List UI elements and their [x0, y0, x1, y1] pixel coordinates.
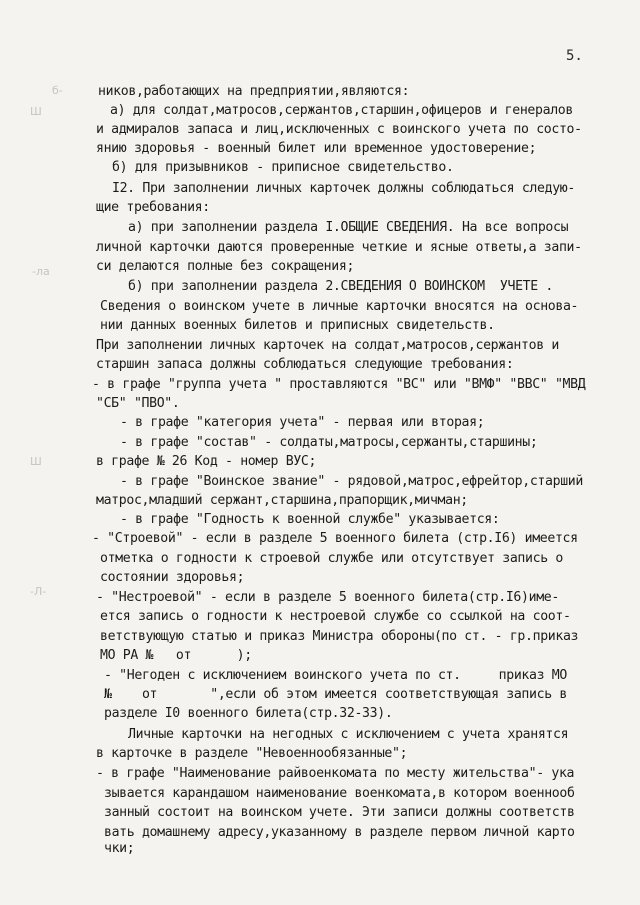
text-line: - в графе "Годность к военной службе" указывается: — [120, 512, 500, 527]
text-line: ется запись о годности к нестроевой службе со ссылкой на соот- — [100, 609, 571, 624]
text-line: зывается карандашом наименование военкомата,в котором военнооб — [104, 786, 575, 801]
text-line: "СБ" "ПВО". — [96, 396, 180, 411]
text-line: - в графе "состав" - солдаты,матросы,сержанты,старшины; — [120, 435, 538, 450]
text-line: чки; — [104, 841, 135, 856]
margin-mark: -Л- — [30, 585, 47, 598]
text-line: - в графе "группа учета " проставляются "ВС" или "ВМФ" "ВВС" "МВД — [92, 377, 586, 392]
margin-mark: Ш — [30, 105, 42, 118]
text-line: состоянии здоровья; — [100, 570, 245, 585]
text-line: нии данных военных билетов и приписных свидетельств. — [100, 318, 495, 333]
text-line: си делаются полные без сокращения; — [96, 259, 355, 274]
margin-mark: -ла — [32, 265, 50, 278]
text-line: щие требования: — [96, 200, 210, 215]
text-line: а) для солдат,матросов,сержантов,старшин,офицеров и генералов — [110, 103, 573, 118]
text-line: в графе № 26 Код - номер ВУС; — [96, 454, 317, 469]
text-line: - "Строевой" - если в разделе 5 военного билета (стр.I6) имеется — [92, 531, 578, 546]
text-line: - в графе "Наименование райвоенкомата по месту жительства"- ука — [96, 766, 575, 781]
margin-mark: б- — [52, 84, 63, 97]
text-line: ников,работающих на предприятии,являются: — [98, 84, 410, 99]
margin-mark: Ш — [30, 455, 42, 468]
page-number: 5. — [566, 48, 583, 64]
text-line: занный состоит на воинском учете. Эти записи должны соответств — [104, 805, 575, 820]
text-line: вать домашнему адресу,указанному в разделе первом личной карто — [104, 825, 575, 840]
text-line: № от ",если об этом имеется соответствующая запись в — [104, 687, 567, 702]
text-line: При заполнении личных карточек на солдат,матросов,сержантов и — [96, 338, 559, 353]
text-line: разделе I0 военного билета(стр.32-33). — [104, 706, 393, 721]
text-line: - "Негоден с исключением воинского учета по ст. приказ МО — [104, 668, 567, 683]
text-line: б) при заполнении раздела 2.СВЕДЕНИЯ О ВОИНСКОМ УЧЕТЕ . — [128, 279, 554, 294]
text-line: матрос,младший сержант,старшина,прапорщик,мичман; — [96, 493, 468, 508]
text-line: МО РА № от ); — [100, 648, 252, 663]
text-line: личной карточки даются проверенные четкие и ясные ответы,а запи- — [96, 240, 582, 255]
text-line: - в графе "категория учета" - первая или вторая; — [120, 415, 485, 430]
text-line: а) при заполнении раздела I.ОБЩИЕ СВЕДЕНИЯ. На все вопросы — [128, 220, 569, 235]
text-line: - "Нестроевой" - если в разделе 5 военного билета(стр.I6)име- — [96, 590, 559, 605]
text-line: в карточке в разделе "Невоеннообязанные"; — [96, 746, 408, 761]
text-line: Личные карточки на негодных с исключением с учета хранятся — [128, 727, 569, 742]
text-line: - в графе "Воинское звание" - рядовой,матрос,ефрейтор,старший — [120, 474, 583, 489]
text-line: Сведения о воинском учете в личные карточки вносятся на основа- — [100, 299, 579, 314]
text-line: старшин запаса должны соблюдаться следующие требования: — [96, 357, 514, 372]
text-line: янию здоровья - военный билет или временное удостоверение; — [96, 141, 537, 156]
text-line: и адмиралов запаса и лиц,исключенных с воинского учета по состо- — [96, 122, 582, 137]
text-line: отметка о годности к строевой службе или отсутствует запись о — [100, 551, 563, 566]
text-line: ветствующую статью и приказ Министра обороны(по ст. - гр.приказ — [100, 629, 579, 644]
text-line: б) для призывников - приписное свидетельство. — [112, 160, 454, 175]
text-line: I2. При заполнении личных карточек должны соблюдаться следую- — [112, 181, 575, 196]
